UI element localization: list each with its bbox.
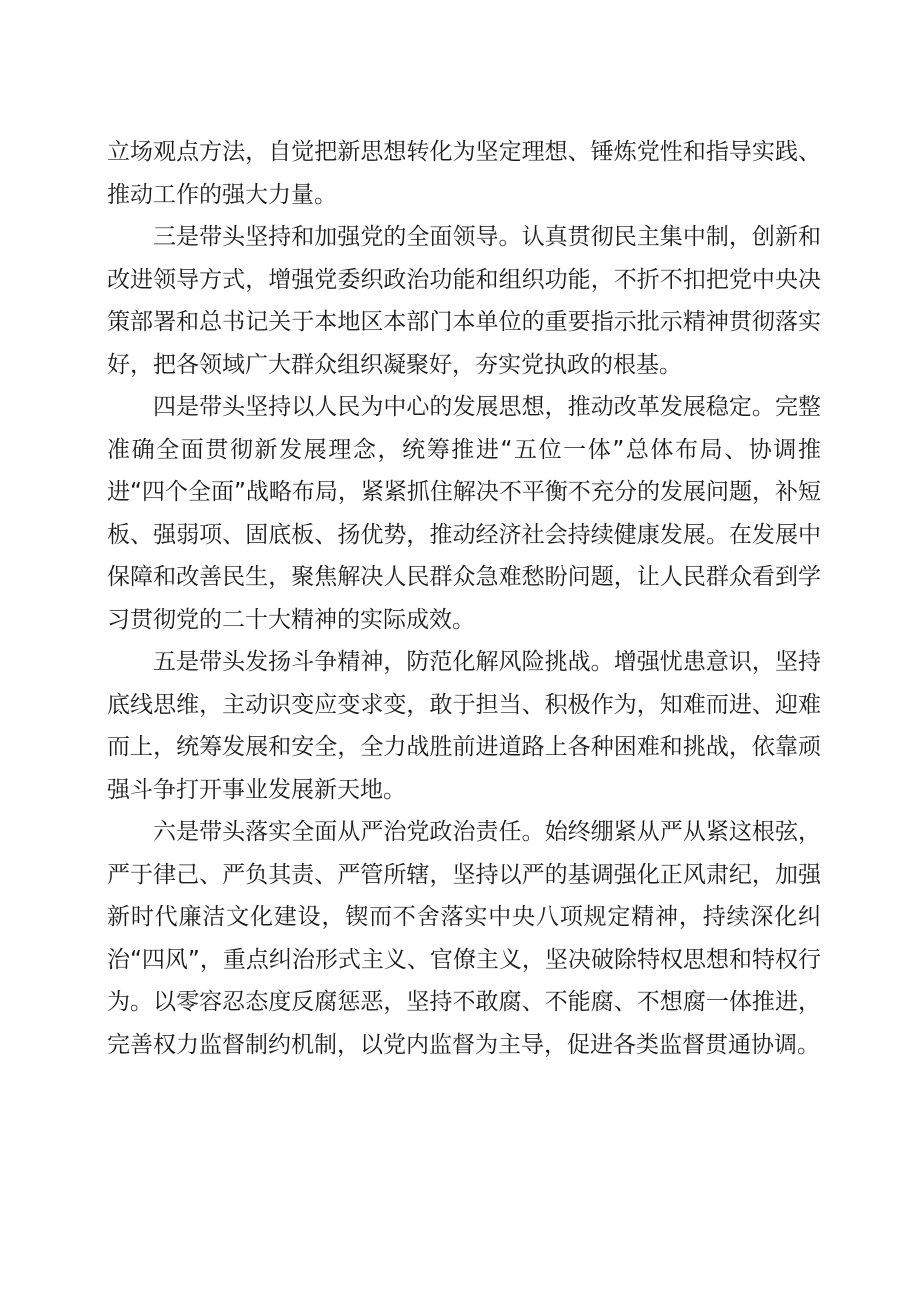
paragraph-six: 六是带头落实全面从严治党政治责任。始终绷紧从严从紧这根弦，严于律己、严负其责、严管所辖，坚持以严的基调强化正风肃纪，加强新时代廉洁文化建设，锲而不舍落实中央八项规定精神，持续深化纠治“四风”，重点纠治形式主义、官僚主义，坚决破除特权思想和特权行为。以零容忍态度反腐惩恶，坚持不敢腐、不能腐、不想腐一体推进，完善权力监督制约机制，以党内监督为主导，促进各类监督贯通协调。	[107, 819, 821, 1058]
document-body	[107, 131, 821, 1066]
paragraph-five: 五是带头发扬斗争精神，防范化解风险挑战。增强忧患意识，坚持底线思维，主动识变应变求变，敢于担当、积极作为，知难而进、迎难而上，统筹发展和安全，全力战胜前进道路上各种困难和挑战，依靠顽强斗争打开事业发展新天地。	[107, 649, 821, 803]
paragraph-three: 三是带头坚持和加强党的全面领导。认真贯彻民主集中制，创新和改进领导方式，增强党委织政治功能和组织功能，不折不扣把党中央决策部署和总书记关于本地区本部门本单位的重要指示批示精神贯彻落实好，把各领域广大群众组织凝聚好，夯实党执政的根基。	[107, 224, 821, 378]
paragraph-continued: 立场观点方法，自觉把新思想转化为坚定理想、锤炼党性和指导实践、推动工作的强大力量。	[107, 139, 821, 208]
paragraph-four: 四是带头坚持以人民为中心的发展思想，推动改革发展稳定。完整准确全面贯彻新发展理念，统筹推进“五位一体”总体布局、协调推进“四个全面”战略布局，紧紧抓住解决不平衡不充分的发展问题，补短板、强弱项、固底板、扬优势，推动经济社会持续健康发展。在发展中保障和改善民生，聚焦解决人民群众急难愁盼问题，让人民群众看到学习贯彻党的二十大精神的实际成效。	[107, 394, 821, 633]
